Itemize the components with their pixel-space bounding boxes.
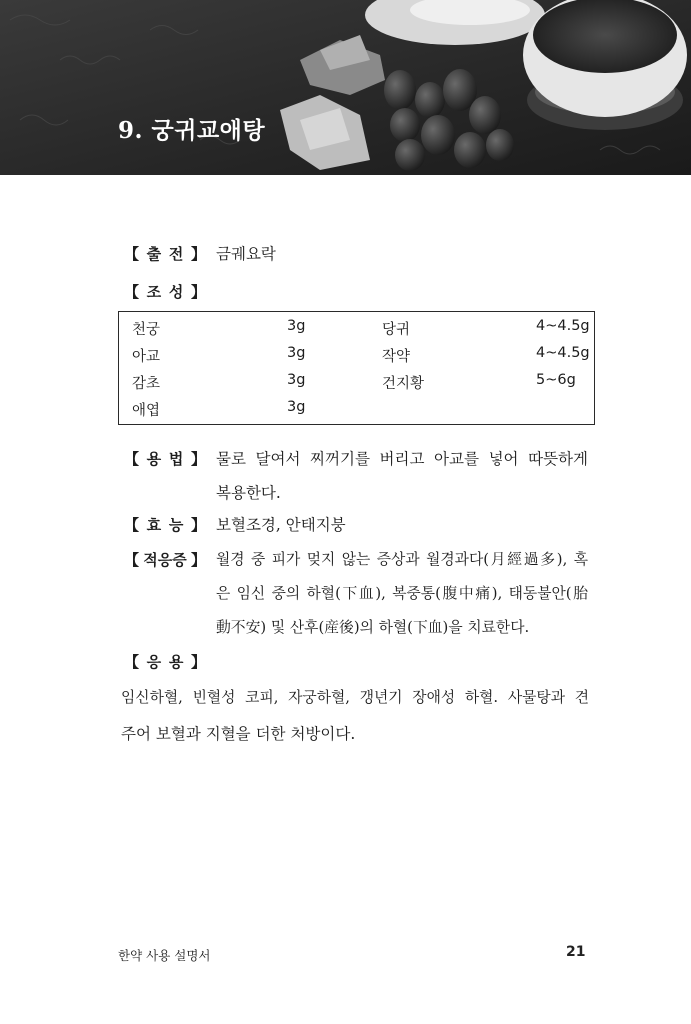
book-title: 한약 사용 설명서 <box>118 948 211 963</box>
composition-table <box>118 311 595 425</box>
herb-name: 감초 <box>132 376 161 392</box>
application-label: 【 응 용 】 <box>124 653 206 671</box>
source-label: 【 출 전 】 <box>124 245 206 263</box>
herbal-ingredients-photo <box>0 0 691 175</box>
herb-amount: 3g <box>287 399 306 415</box>
indication-line: 은 임신 중의 하혈(下血), 복중통(腹中痛), 태동불안(胎 <box>216 585 588 602</box>
herb-amount: 4~4.5g <box>536 318 590 334</box>
effect-value: 보혈조경, 안태지붕 <box>216 516 346 534</box>
herb-amount: 4~4.5g <box>536 345 590 361</box>
herb-name: 작약 <box>382 349 411 365</box>
herb-name: 천궁 <box>132 322 161 338</box>
application-text <box>121 680 589 752</box>
indication-line: 動不安) 및 산후(産後)의 하혈(下血)을 치료한다. <box>216 619 530 636</box>
indication-label: 【 적응증 】 <box>124 551 206 569</box>
herb-amount: 3g <box>287 372 306 388</box>
herb-amount: 3g <box>287 318 306 334</box>
indication-text <box>216 543 588 645</box>
herb-name: 당귀 <box>382 322 411 338</box>
usage-method-label: 【 용 법 】 <box>124 450 206 468</box>
indication-line: 월경 중 피가 멎지 않는 증상과 월경과다(月經過多), 혹 <box>216 551 588 568</box>
page-number: 21 <box>566 944 586 960</box>
herb-name: 건지황 <box>382 376 425 392</box>
application-line: 주어 보혈과 지혈을 더한 처방이다. <box>121 725 356 743</box>
usage-method-text <box>216 442 588 510</box>
application-line: 임신하혈, 빈혈성 코피, 자궁하혈, 갱년기 장애성 하혈. 사물탕과 견 <box>121 689 589 706</box>
effect-label: 【 효 능 】 <box>124 516 206 534</box>
source-value: 금궤요락 <box>216 245 276 263</box>
composition-label: 【 조 성 】 <box>124 283 206 301</box>
herb-amount: 3g <box>287 345 306 361</box>
herb-name: 아교 <box>132 349 161 365</box>
page-title: 9. 궁귀교애탕 <box>118 117 266 144</box>
herb-name: 애엽 <box>132 403 161 419</box>
usage-method-line: 물로 달여서 찌꺼기를 버리고 아교를 넣어 따뜻하게 <box>216 450 588 468</box>
usage-method-line: 복용한다. <box>216 484 281 502</box>
herb-amount: 5~6g <box>536 372 576 388</box>
header-banner <box>0 0 691 175</box>
